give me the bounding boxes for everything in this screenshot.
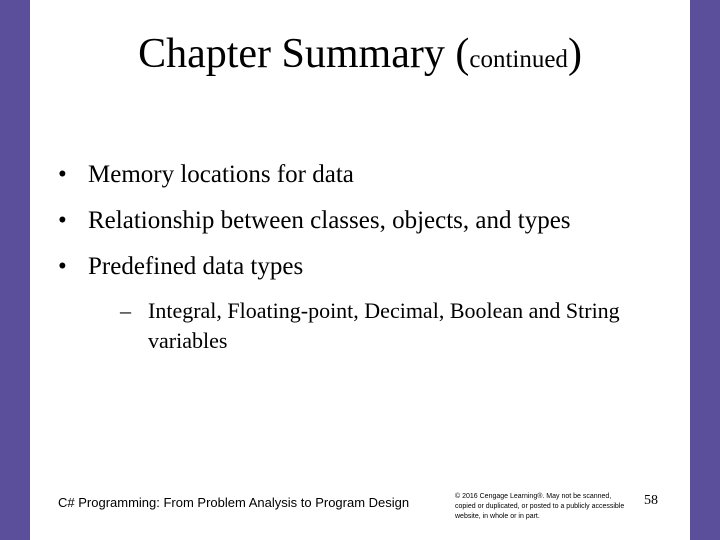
left-sidebar-bar: [0, 0, 30, 540]
title-paren-open: (: [455, 31, 470, 77]
title-continued: continued: [469, 46, 568, 73]
bullet-text: Predefined data types: [88, 253, 304, 280]
bullet-list: [58, 160, 678, 356]
sub-bullet-text: Integral, Floating-point, Decimal, Boolean and String variables: [148, 298, 620, 353]
bullet-marker: •: [58, 253, 67, 280]
footer-copyright: © 2016 Cengage Learning®. May not be scanned, copied or duplicated, or posted to a publicly accessible website, in whole or in part.: [455, 493, 625, 520]
footer-book-title: C# Programming: From Problem Analysis to Program Design: [58, 495, 410, 510]
title-main: Chapter Summary: [138, 31, 445, 77]
sub-bullet-marker: –: [120, 298, 131, 323]
bullet-item: [58, 206, 678, 236]
bullet-marker: •: [58, 161, 67, 188]
right-sidebar-bar: [690, 0, 720, 540]
sub-bullet-item: [120, 296, 638, 356]
page-number: 58: [644, 493, 658, 508]
bullet-marker: •: [58, 207, 67, 234]
title-paren-close: ): [567, 31, 582, 77]
slide-title: [30, 28, 690, 86]
bullet-text: Relationship between classes, objects, and types: [88, 207, 571, 234]
bullet-text: Memory locations for data: [88, 161, 354, 188]
bullet-item: [58, 252, 678, 282]
bullet-item: [58, 160, 678, 190]
